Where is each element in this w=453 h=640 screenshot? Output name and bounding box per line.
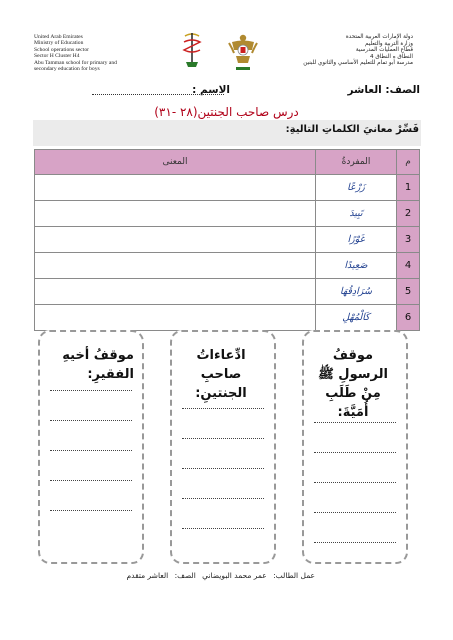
english-header: United Arab Emirates Ministry of Education School operations sector Sector H Cluster H4 Abu Tamman school for primary and secondary education for boys bbox=[34, 34, 117, 73]
answer-line[interactable] bbox=[182, 528, 264, 529]
answer-line[interactable] bbox=[314, 482, 396, 483]
box-title: موقفُ أخيهِ الفقيرِ: bbox=[62, 348, 134, 382]
table-row bbox=[35, 201, 420, 227]
row-meaning[interactable] bbox=[35, 227, 316, 253]
table-row bbox=[35, 279, 420, 305]
school-logo-icon bbox=[180, 30, 204, 72]
footer-credit bbox=[122, 571, 315, 580]
row-meaning[interactable] bbox=[35, 175, 316, 201]
answer-line[interactable] bbox=[182, 468, 264, 469]
table-row bbox=[35, 253, 420, 279]
answer-line[interactable] bbox=[182, 438, 264, 439]
row-num: 3 bbox=[397, 227, 420, 253]
row-num: 6 bbox=[397, 305, 420, 331]
box-prophet-stance bbox=[302, 330, 408, 564]
header-meaning: المعنى bbox=[35, 150, 316, 175]
table-row bbox=[35, 305, 420, 331]
answer-line[interactable] bbox=[50, 450, 132, 451]
student-line bbox=[34, 84, 420, 102]
row-word: صَعِيدًا bbox=[316, 253, 397, 279]
row-word: غَوْرًا bbox=[316, 227, 397, 253]
row-meaning[interactable] bbox=[35, 253, 316, 279]
table-row bbox=[35, 227, 420, 253]
answer-line[interactable] bbox=[50, 390, 132, 391]
name-label: الاسم : bbox=[192, 84, 230, 96]
row-word: كَالْمُهْلِ bbox=[316, 305, 397, 331]
class-label: الصف: bbox=[174, 571, 196, 580]
box-poor-brother-stance bbox=[38, 330, 144, 564]
table-row bbox=[35, 175, 420, 201]
answer-line[interactable] bbox=[182, 408, 264, 409]
row-word: تَبِيدَ bbox=[316, 201, 397, 227]
header-num: م bbox=[397, 150, 420, 175]
row-word: زَرْعًا bbox=[316, 175, 397, 201]
instruction-text: فَسِّرْ معانيَ الكلماتِ التاليةِ: bbox=[285, 124, 419, 135]
arabic-header: دولة الإمارات العربية المتحدة وزارة التربية والتعليم قطاع العمليات المدرسية النطاق ه النطاق 4 مدرسة أبو تمام للتعليم الأساسي والثانوي للبنين bbox=[303, 34, 413, 66]
row-num: 1 bbox=[397, 175, 420, 201]
table-header-row bbox=[35, 150, 420, 175]
answer-line[interactable] bbox=[314, 542, 396, 543]
answer-line[interactable] bbox=[182, 498, 264, 499]
box-title: موقفُ الرسولِ ﷺ مِنْ طَلَبِ أُمَيَّةَ: bbox=[318, 348, 388, 420]
header-word: المفردةُ bbox=[316, 150, 397, 175]
row-num: 4 bbox=[397, 253, 420, 279]
answer-line[interactable] bbox=[314, 422, 396, 423]
answer-line[interactable] bbox=[50, 480, 132, 481]
grade-label: الصف: العاشر bbox=[347, 84, 420, 96]
name-field[interactable] bbox=[92, 94, 224, 95]
class-value: العاشر متقدم bbox=[126, 571, 169, 580]
row-meaning[interactable] bbox=[35, 279, 316, 305]
vocabulary-table bbox=[34, 149, 420, 331]
answer-line[interactable] bbox=[314, 512, 396, 513]
student-label: عمل الطالب: bbox=[273, 571, 315, 580]
answer-line[interactable] bbox=[314, 452, 396, 453]
row-num: 5 bbox=[397, 279, 420, 305]
lesson-title: درس صاحب الجنتين(٢٨ -٣١) bbox=[154, 105, 299, 119]
box-title: ادِّعاءاتُ صاحبِ الجنتينِ: bbox=[195, 348, 247, 401]
box-owner-claims bbox=[170, 330, 276, 564]
student-name: عمر محمد البويضاني bbox=[202, 571, 267, 580]
answer-line[interactable] bbox=[50, 420, 132, 421]
row-meaning[interactable] bbox=[35, 201, 316, 227]
answer-line[interactable] bbox=[50, 510, 132, 511]
row-meaning[interactable] bbox=[35, 305, 316, 331]
row-num: 2 bbox=[397, 201, 420, 227]
row-word: سُرَادِقُهَا bbox=[316, 279, 397, 305]
uae-emblem-icon bbox=[226, 30, 260, 72]
